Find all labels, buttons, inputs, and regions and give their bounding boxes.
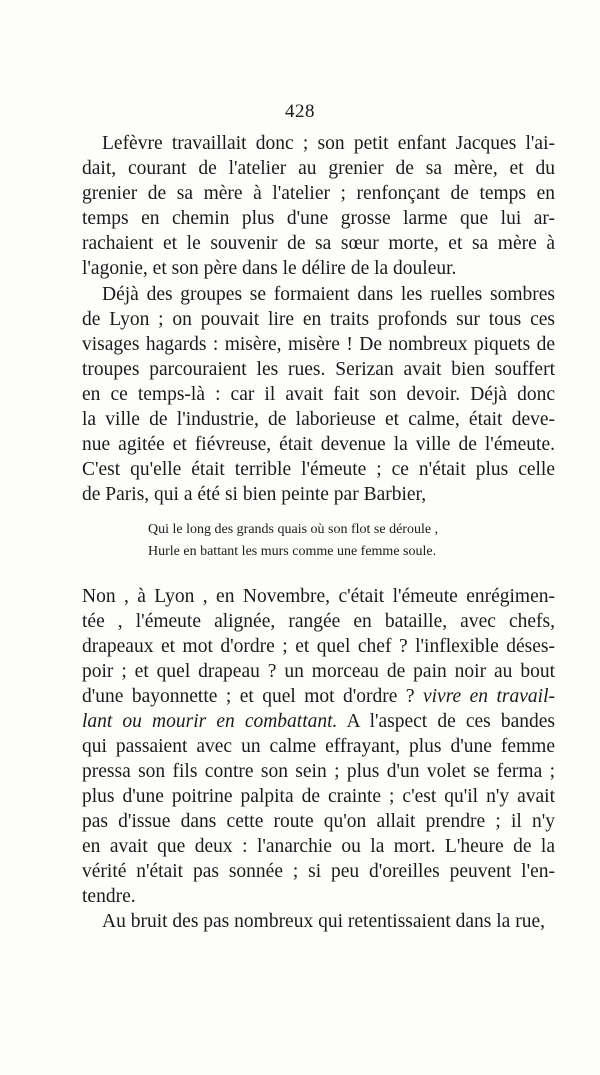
text-line: pressa son fils contre son sein ; plus d'un volet se ferma ; [82, 761, 555, 782]
text-line: C'est qu'elle était terrible l'émeute ; ce n'était plus celle [82, 459, 555, 480]
text-line: de Paris, qui a été si bien peinte par Barbier, [82, 484, 427, 505]
text-line: drapeaux et mot d'ordre ; et quel chef ? l'inflexible déses- [82, 636, 555, 657]
paragraph-2 [82, 282, 555, 507]
text-line: Non , à Lyon , en Novembre, c'était l'émeute enrégimen- [82, 586, 555, 607]
text-line: en ce temps-là : car il avait fait son devoir. Déjà donc [82, 384, 555, 405]
text-line: vérité n'était pas sonnée ; si peu d'oreilles peuvent l'en- [82, 861, 555, 882]
text-line: en avait que deux : l'anarchie ou la mort. L'heure de la [82, 836, 555, 857]
verse-line: Qui le long des grands quais où son flot se déroule , [148, 522, 439, 537]
text-line: rachaient et le souvenir de sa sœur morte, et sa mère à [82, 233, 555, 254]
text-line [82, 684, 555, 709]
text-line: Lefèvre travaillait donc ; son petit enfant Jacques l'ai- [102, 133, 555, 154]
paragraph-1 [82, 131, 555, 281]
verse-quotation [148, 519, 508, 563]
text-segment: d'une bayonnette ; et quel mot d'ordre ? [82, 686, 415, 707]
text-line: plus d'une poitrine palpita de crainte ; c'est qu'il n'y avait [82, 786, 555, 807]
text-line: pas d'issue dans cette route qu'on allait prendre ; il n'y [82, 811, 555, 832]
text-line: Déjà des groupes se formaient dans les ruelles sombres [102, 284, 555, 305]
text-line: dait, courant de l'atelier au grenier de sa mère, et du [82, 158, 555, 179]
text-line: tendre. [82, 886, 136, 907]
text-line: temps en chemin plus d'une grosse larme que lui ar- [82, 208, 555, 229]
verse-line: Hurle en battant les murs comme une femme soule. [148, 544, 437, 559]
text-line: qui passaient avec un calme effrayant, plus d'une femme [82, 736, 555, 757]
text-line: poir ; et quel drapeau ? un morceau de pain noir au bout [82, 661, 555, 682]
text-line: grenier de sa mère à l'atelier ; renfonçant de temps en [82, 183, 555, 204]
text-line: nue agitée et fiévreuse, était devenue la ville de l'émeute. [82, 434, 555, 455]
text-line [82, 709, 555, 734]
italic-phrase: lant ou mourir en combattant. [82, 711, 338, 732]
paragraph-4-line: Au bruit des pas nombreux qui retentissaient dans la rue, [102, 911, 545, 932]
text-line: tée , l'émeute alignée, rangée en bataille, avec chefs, [82, 611, 555, 632]
text-line: l'agonie, et son père dans le délire de la douleur. [82, 258, 457, 279]
page-number: 428 [285, 101, 315, 122]
text-line: de Lyon ; on pouvait lire en traits profonds sur tous ces [82, 309, 555, 330]
text-line: la ville de l'industrie, de laborieuse et calme, était deve- [82, 409, 555, 430]
text-segment: A l'aspect de ces bandes [337, 711, 555, 732]
italic-phrase: vivre en travail- [422, 686, 555, 707]
paragraph-3 [82, 584, 555, 934]
text-line: troupes parcouraient les rues. Serizan avait bien souffert [82, 359, 555, 380]
text-line: visages hagards : misère, misère ! De nombreux piquets de [82, 334, 555, 355]
